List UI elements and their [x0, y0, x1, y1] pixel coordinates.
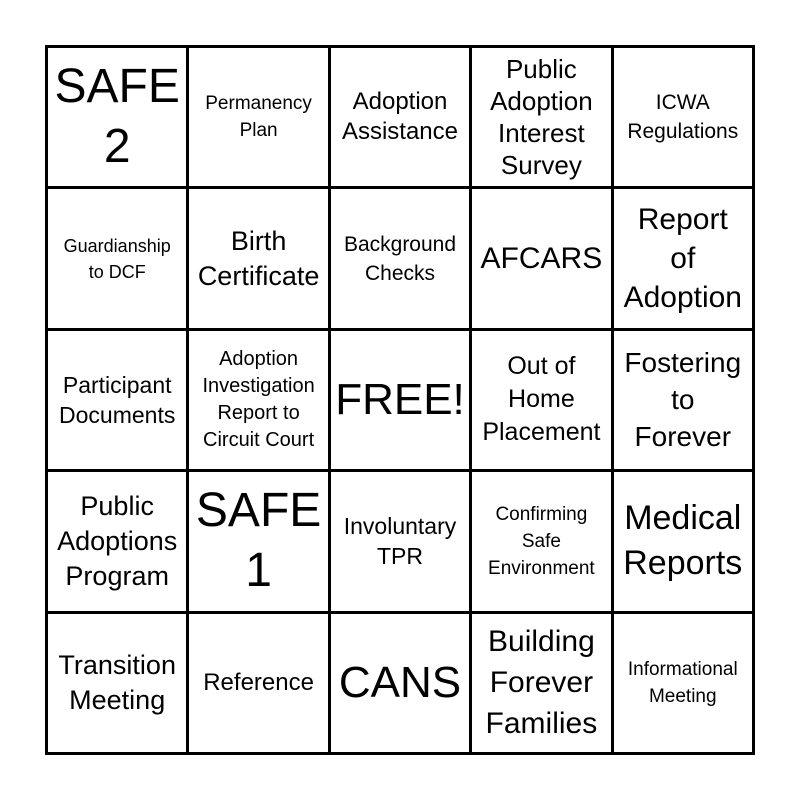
bingo-cell[interactable]: AFCARS [472, 189, 610, 327]
bingo-cell[interactable]: Fostering to Forever [614, 331, 752, 469]
bingo-cell[interactable]: SAFE 1 [189, 472, 327, 610]
bingo-cell[interactable]: Adoption Assistance [331, 48, 469, 186]
bingo-cell[interactable]: Adoption Investigation Report to Circuit Court [189, 331, 327, 469]
free-cell[interactable]: FREE! [331, 331, 469, 469]
bingo-cell[interactable]: Transition Meeting [48, 614, 186, 752]
bingo-cell[interactable]: Out of Home Placement [472, 331, 610, 469]
bingo-cell[interactable]: Reference [189, 614, 327, 752]
bingo-cell[interactable]: Background Checks [331, 189, 469, 327]
bingo-cell[interactable]: Public Adoption Interest Survey [472, 48, 610, 186]
bingo-cell[interactable]: Participant Documents [48, 331, 186, 469]
bingo-cell[interactable]: ICWA Regulations [614, 48, 752, 186]
bingo-cell[interactable]: SAFE 2 [48, 48, 186, 186]
bingo-cell[interactable]: Birth Certificate [189, 189, 327, 327]
bingo-card [45, 45, 755, 755]
bingo-cell[interactable]: Public Adoptions Program [48, 472, 186, 610]
bingo-cell[interactable]: CANS [331, 614, 469, 752]
bingo-cell[interactable]: Building Forever Families [472, 614, 610, 752]
bingo-cell[interactable]: Medical Reports [614, 472, 752, 610]
bingo-cell[interactable]: Guardianship to DCF [48, 189, 186, 327]
bingo-cell[interactable]: Confirming Safe Environment [472, 472, 610, 610]
bingo-cell[interactable]: Informational Meeting [614, 614, 752, 752]
bingo-cell[interactable]: Report of Adoption [614, 189, 752, 327]
bingo-cell[interactable]: Involuntary TPR [331, 472, 469, 610]
bingo-cell[interactable]: Permanency Plan [189, 48, 327, 186]
